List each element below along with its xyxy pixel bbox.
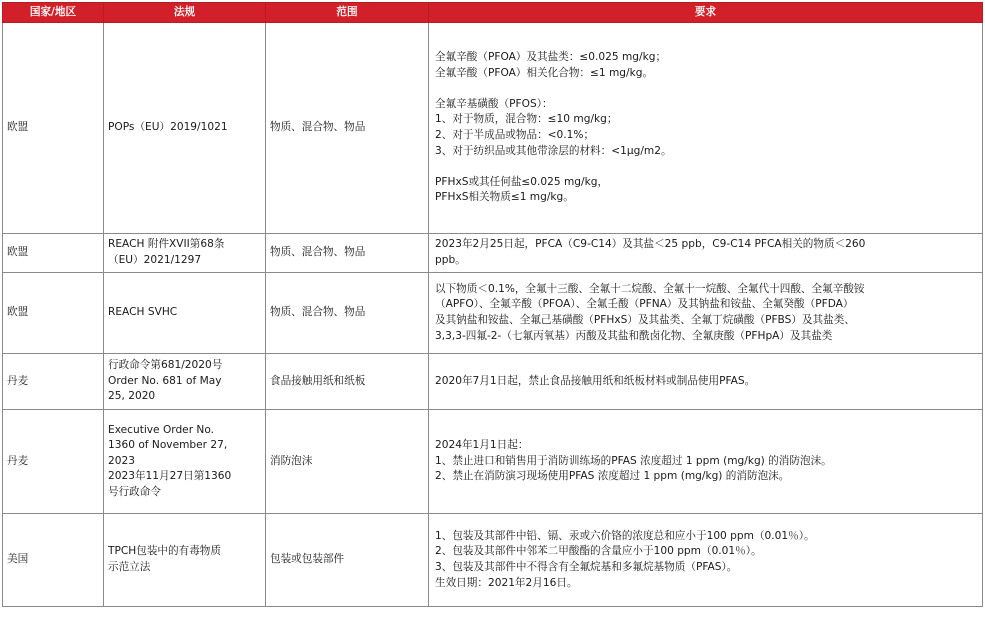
table-row bbox=[3, 234, 983, 273]
table-row bbox=[3, 23, 983, 234]
cell-scope: 食品接触用纸和纸板 bbox=[266, 354, 429, 410]
regulation-line: 2023年11月27日第1360 bbox=[108, 470, 232, 483]
cell-regulation bbox=[104, 514, 266, 607]
blank-line bbox=[435, 159, 978, 175]
regulation-line: 25, 2020 bbox=[108, 390, 156, 403]
regulation-line: 示范立法 bbox=[108, 561, 151, 573]
cell-region: 欧盟 bbox=[3, 23, 104, 234]
cell-requirement bbox=[429, 410, 983, 514]
requirement-line: 2、对于半成品或物品：<0.1%； bbox=[435, 129, 595, 141]
cell-scope: 物质、混合物、物品 bbox=[266, 273, 429, 354]
regulation-line: 行政命令第681/2020号 bbox=[108, 359, 223, 372]
cell-region: 丹麦 bbox=[3, 410, 104, 514]
cell-region: 欧盟 bbox=[3, 234, 104, 273]
regulation-line: Order No. 681 of May bbox=[108, 374, 222, 387]
cell-requirement bbox=[429, 23, 983, 234]
requirement-line: 以下物质＜0.1%，全氟十三酸、全氟十二烷酸、全氟十一烷酸、全氟代十四酸、全氟辛酸铵 bbox=[435, 282, 865, 295]
requirement-line: 全氟辛酸（PFOA）相关化合物：≤1 mg/kg。 bbox=[435, 66, 654, 79]
requirement-line: （APFO）、全氟辛酸（PFOA）、全氟壬酸（PFNA）及其钠盐和铵盐、全氟癸酸（PFDA） bbox=[435, 298, 854, 311]
cell-scope: 物质、混合物、物品 bbox=[266, 23, 429, 234]
requirement-line: 及其钠盐和铵盐、全氟己基磺酸（PFHxS）及其盐类、全氟丁烷磺酸（PFBS）及其盐类、 bbox=[435, 314, 855, 326]
blank-line bbox=[435, 81, 978, 97]
regulation-line: Executive Order No. bbox=[108, 423, 215, 436]
cell-regulation bbox=[104, 23, 266, 234]
regulation-table bbox=[2, 2, 983, 607]
header-requirement: 要求 bbox=[429, 3, 983, 23]
regulation-line: 号行政命令 bbox=[108, 485, 161, 498]
table-row bbox=[3, 514, 983, 607]
requirement-line: 3、包装及其部件中不得含有全氟烷基和多氟烷基物质（PFAS）。 bbox=[435, 561, 738, 573]
requirement-line: 全氟辛基磺酸（PFOS）： bbox=[435, 97, 553, 110]
regulation-line: （EU）2021/1297 bbox=[108, 254, 202, 266]
requirement-line: PFHxS相关物质≤1 mg/kg。 bbox=[435, 191, 574, 204]
table-row bbox=[3, 410, 983, 514]
table-body bbox=[3, 23, 983, 607]
regulation-line: REACH 附件XVII第68条 bbox=[108, 238, 225, 251]
regulation-line: 2023 bbox=[108, 454, 135, 467]
table-row bbox=[3, 273, 983, 354]
cell-regulation bbox=[104, 354, 266, 410]
requirement-line: 2024年1月1日起： bbox=[435, 439, 529, 452]
requirement-line: 2、包装及其部件中邻苯二甲酸酯的含量应小于100 ppm（0.01％）。 bbox=[435, 545, 762, 558]
cell-regulation bbox=[104, 234, 266, 273]
cell-region: 欧盟 bbox=[3, 273, 104, 354]
cell-regulation bbox=[104, 410, 266, 514]
header-region: 国家/地区 bbox=[3, 3, 104, 23]
cell-region: 丹麦 bbox=[3, 354, 104, 410]
cell-requirement bbox=[429, 273, 983, 354]
regulation-line: REACH SVHC bbox=[108, 306, 178, 319]
cell-regulation bbox=[104, 273, 266, 354]
requirement-line: ppb。 bbox=[435, 254, 466, 266]
regulation-line: POPs（EU）2019/1021 bbox=[108, 121, 228, 134]
requirement-line: 生效日期：2021年2月16日。 bbox=[435, 576, 578, 589]
requirement-line: PFHxS或其任何盐≤0.025 mg/kg， bbox=[435, 175, 609, 188]
regulation-line: 1360 of November 27, bbox=[108, 439, 228, 452]
cell-requirement bbox=[429, 354, 983, 410]
requirement-line: 1、禁止进口和销售用于消防训练场的PFAS 浓度超过 1 ppm (mg/kg) 的消防泡沫。 bbox=[435, 454, 832, 467]
requirement-line: 2、禁止在消防演习现场使用PFAS 浓度超过 1 ppm (mg/kg) 的消防泡沫。 bbox=[435, 470, 790, 483]
table-row bbox=[3, 354, 983, 410]
cell-requirement bbox=[429, 234, 983, 273]
cell-scope: 包装或包装部件 bbox=[266, 514, 429, 607]
header-scope: 范围 bbox=[266, 3, 429, 23]
cell-requirement bbox=[429, 514, 983, 607]
requirement-line: 2023年2月25日起，PFCA（C9-C14）及其盐＜25 ppb，C9-C14 PFCA相关的物质＜260 bbox=[435, 238, 866, 251]
header-regulation: 法规 bbox=[104, 3, 266, 23]
regulation-line: TPCH包装中的有毒物质 bbox=[108, 545, 221, 558]
cell-scope: 物质、混合物、物品 bbox=[266, 234, 429, 273]
cell-scope: 消防泡沫 bbox=[266, 410, 429, 514]
cell-region: 美国 bbox=[3, 514, 104, 607]
requirement-line: 1、包装及其部件中铅、镉、汞或六价铬的浓度总和应小于100 ppm（0.01％）。 bbox=[435, 529, 815, 542]
requirement-line: 全氟辛酸（PFOA）及其盐类：≤0.025 mg/kg； bbox=[435, 51, 667, 64]
requirement-line: 3、对于纺织品或其他带涂层的材料：<1μg/m2。 bbox=[435, 144, 672, 157]
requirement-line: 1、对于物质，混合物：≤10 mg/kg； bbox=[435, 113, 618, 126]
header-row bbox=[3, 3, 983, 23]
requirement-line: 3,3,3-四氟-2-（七氟丙氧基）丙酸及其盐和酰卤化物、全氟庚酸（PFHpA）及其盐类 bbox=[435, 329, 833, 342]
requirement-line: 2020年7月1日起，禁止食品接触用纸和纸板材料或制品使用PFAS。 bbox=[435, 374, 756, 387]
